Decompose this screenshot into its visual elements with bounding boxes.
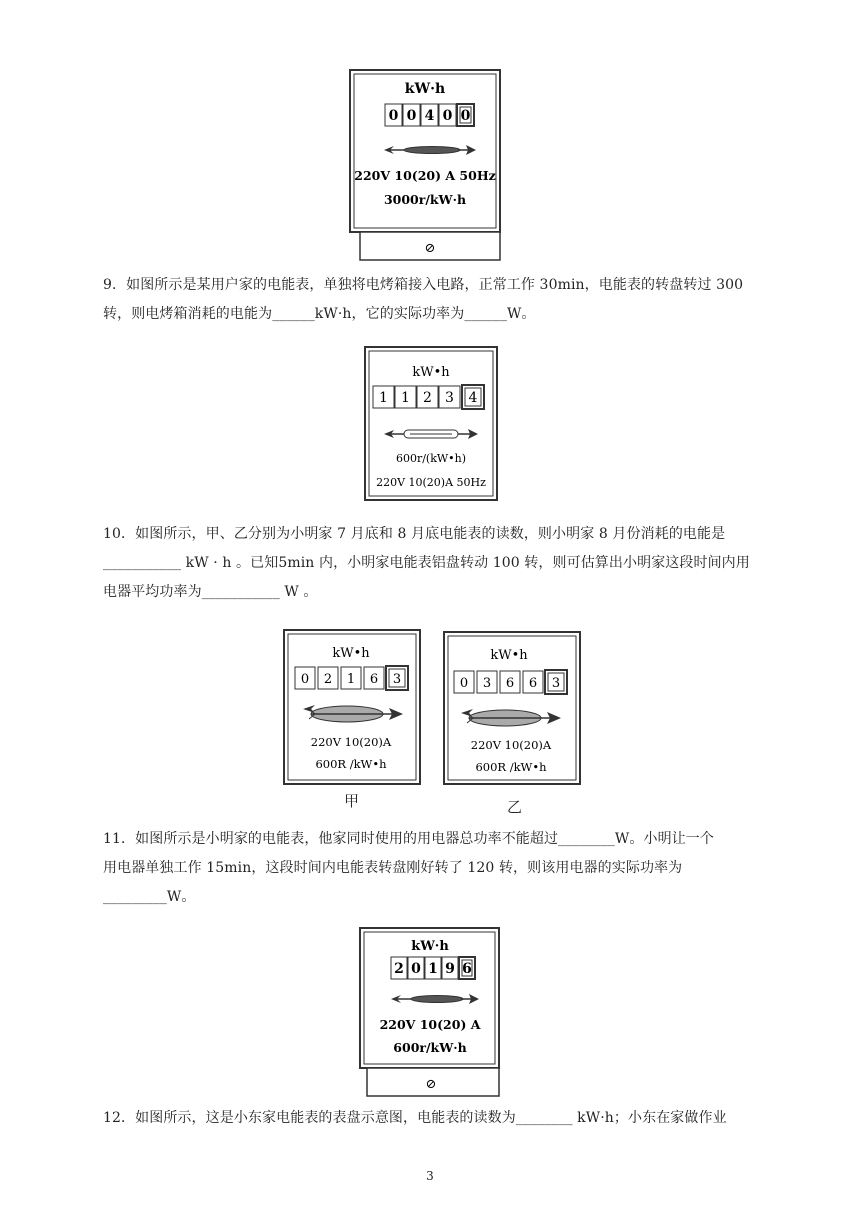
question-9-line-2: 转，则电烤箱消耗的电能为______kW·h，它的实际功率为______W。: [103, 306, 536, 322]
question-11-line-1: 11．如图所示是小明家的电能表，他家同时使用的用电器总功率不能超过________W。小明让一个: [103, 831, 715, 847]
question-10-line-1: 10．如图所示，甲、乙分别为小明家 7 月底和 8 月底电能表的读数，则小明家 8 月份消耗的电能是: [103, 526, 726, 542]
meter-knob-icon: ⊘: [424, 241, 436, 256]
meter-figure-4: [357, 925, 503, 1100]
meter-unit: kW•h: [412, 365, 450, 380]
meter-digit: 1: [379, 390, 388, 406]
meter-figure-1: [346, 66, 510, 262]
meter-digit: 2: [423, 390, 432, 406]
meter-figure-3-jia: [281, 627, 423, 787]
meter-spec-voltage: 220V 10(20)A 50Hz: [376, 476, 486, 489]
meter-digits: [391, 957, 475, 979]
meter-spec-rev: 600R /kW•h: [475, 760, 547, 774]
meter-spec-voltage: 220V 10(20) A: [379, 1017, 481, 1032]
question-11-line-2: 用电器单独工作 15min，这段时间内电能表转盘刚好转了 120 转，则该用电器的实际功率为: [103, 860, 683, 876]
question-10-line-3: 电器平均功率为___________ W 。: [103, 584, 318, 600]
meter-digit: 4: [424, 108, 435, 124]
meter-digit: 4: [468, 390, 478, 406]
meter-digit: 9: [445, 961, 455, 977]
question-12: [103, 1104, 763, 1133]
question-11: [103, 825, 763, 912]
question-11-line-3: _________W。: [103, 889, 196, 905]
meter-spec-voltage: 220V 10(20) A 50Hz: [354, 168, 496, 183]
meter-digit: 0: [442, 108, 453, 124]
meter-digit: 3: [445, 390, 454, 406]
caption-jia: 甲: [344, 792, 360, 810]
meter-digit: 1: [401, 390, 410, 406]
meter-figure-2: [362, 344, 502, 504]
meter-digit: 2: [394, 961, 404, 977]
meter-digit: 6: [462, 961, 472, 977]
meter-unit: kW•h: [332, 646, 370, 661]
meter-digit: 6: [528, 676, 538, 691]
meter-digit: 6: [505, 676, 515, 691]
meter-unit: kW·h: [404, 81, 446, 97]
question-9-line-1: 9．如图所示是某用户家的电能表，单独将电烤箱接入电路，正常工作 30min，电能表的转盘转过 300: [103, 277, 744, 293]
meter-digit: 3: [551, 676, 561, 691]
meter-knob-icon: ⊘: [425, 1077, 437, 1092]
caption-yi: 乙: [507, 798, 523, 816]
meter-digit: 3: [482, 676, 492, 691]
meter-digits: [454, 670, 567, 694]
meter-unit: kW·h: [411, 939, 449, 954]
meter-digit: 0: [406, 108, 417, 124]
question-9: [103, 271, 763, 329]
meter-unit: kW•h: [490, 648, 528, 663]
meter-digit: 0: [388, 108, 399, 124]
question-12-line-1: 12．如图所示，这是小东家电能表的表盘示意图，电能表的读数为________ kW·h；小东在家做作业: [103, 1110, 727, 1126]
meter-digits: [385, 104, 474, 126]
meter-figure-3-yi: [441, 629, 583, 789]
meter-spec-rev: 600R /kW•h: [315, 757, 387, 771]
question-10-line-2: ___________ kW · h 。已知5min 内，小明家电能表铝盘转动 100 转，则可估算出小明家这段时间内用: [103, 555, 750, 571]
meter-digit: 3: [392, 672, 402, 687]
meter-digits: [373, 385, 484, 409]
meter-digit: 0: [460, 108, 471, 124]
page-number: 3: [426, 1169, 434, 1183]
question-10: [103, 520, 763, 607]
meter-digit: 0: [459, 676, 469, 691]
meter-digit: 0: [300, 672, 310, 687]
meter-digit: 6: [369, 672, 379, 687]
meter-digit: 2: [323, 672, 333, 687]
meter-digit: 1: [428, 961, 438, 977]
meter-spec-voltage: 220V 10(20)A: [470, 738, 552, 752]
meter-digits: [295, 666, 408, 690]
meter-spec-rev: 600r/kW·h: [393, 1040, 467, 1055]
meter-digit: 0: [411, 961, 421, 977]
meter-spec-voltage: 220V 10(20)A: [310, 735, 392, 749]
meter-digit: 1: [346, 672, 356, 687]
meter-spec-rev: 600r/(kW•h): [395, 452, 467, 465]
meter-spec-rev: 3000r/kW·h: [383, 192, 467, 207]
